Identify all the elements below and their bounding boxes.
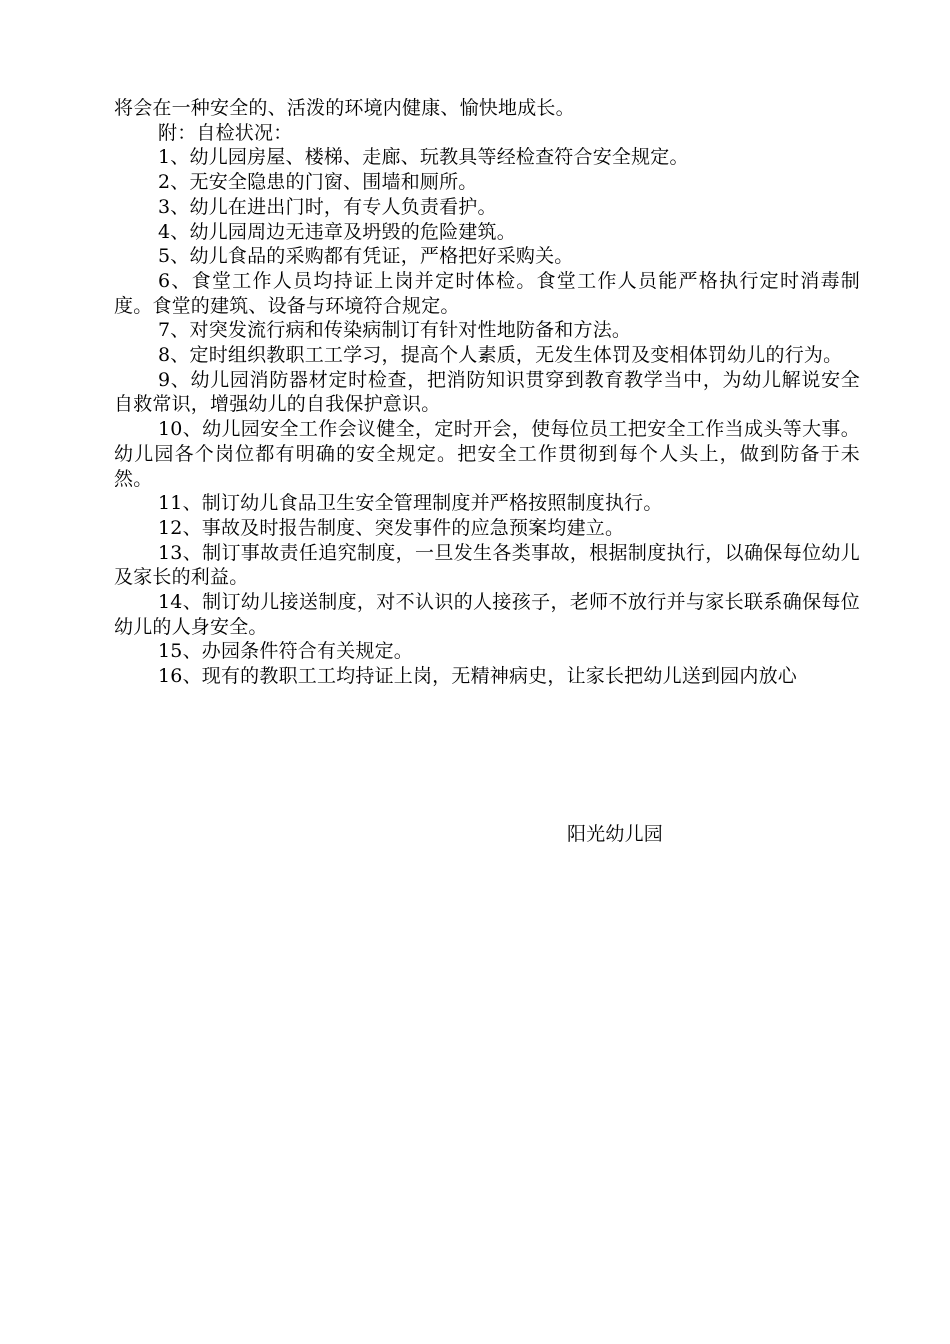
- checklist-item-13: 13、制订事故责任追究制度，一旦发生各类事故，根据制度执行，以确保每位幼儿及家长的利益。: [114, 541, 860, 589]
- checklist-item-3: 3、幼儿在进出门时，有专人负责看护。: [158, 195, 497, 218]
- document-body: [114, 96, 860, 689]
- checklist-item-11: 11、制订幼儿食品卫生安全管理制度并严格按照制度执行。: [158, 492, 663, 515]
- appendix-heading: 附：自检状况：: [158, 121, 293, 144]
- signature-kindergarten-name: 阳光幼儿园: [567, 823, 664, 845]
- checklist-item-14: 14、制订幼儿接送制度，对不认识的人接孩子，老师不放行并与家长联系确保每位幼儿的人身安全。: [114, 591, 860, 638]
- checklist-item-12: 12、事故及时报告制度、突发事件的应急预案均建立。: [158, 516, 625, 539]
- checklist-item-10: 10、幼儿园安全工作会议健全，定时开会，使每位员工把安全工作当成头等大事。幼儿园各个岗位都有明确的安全规定。把安全工作贯彻到每个人头上，做到防备于未然。: [114, 418, 860, 490]
- checklist-item-2: 2、无安全隐患的门窗、围墙和厕所。: [158, 171, 478, 194]
- checklist-item-15: 15、办园条件符合有关规定。: [158, 640, 413, 663]
- checklist-item-5: 5、幼儿食品的采购都有凭证，严格把好采购关。: [158, 245, 574, 268]
- checklist-item-9: 9、幼儿园消防器材定时检查，把消防知识贯穿到教育教学当中，为幼儿解说安全自救常识，增强幼儿的自我保护意识。: [114, 368, 860, 416]
- checklist-item-7: 7、对突发流行病和传染病制订有针对性地防备和方法。: [158, 319, 632, 342]
- checklist-item-4: 4、幼儿园周边无违章及坍毁的危险建筑。: [158, 220, 516, 243]
- checklist-item-16: 16、现有的教职工工均持证上岗，无精神病史，让家长把幼儿送到园内放心: [158, 665, 797, 688]
- checklist-item-8: 8、定时组织教职工工学习，提高个人素质，无发生体罚及变相体罚幼儿的行为。: [158, 344, 843, 367]
- opening-line: 将会在一种安全的、活泼的环境内健康、愉快地成长。: [114, 97, 575, 119]
- checklist-item-6: 6、食堂工作人员均持证上岗并定时体检。食堂工作人员能严格执行定时消毒制度。食堂的建筑、设备与环境符合规定。: [114, 269, 860, 317]
- checklist-item-1: 1、幼儿园房屋、楼梯、走廊、玩教具等经检查符合安全规定。: [158, 146, 689, 169]
